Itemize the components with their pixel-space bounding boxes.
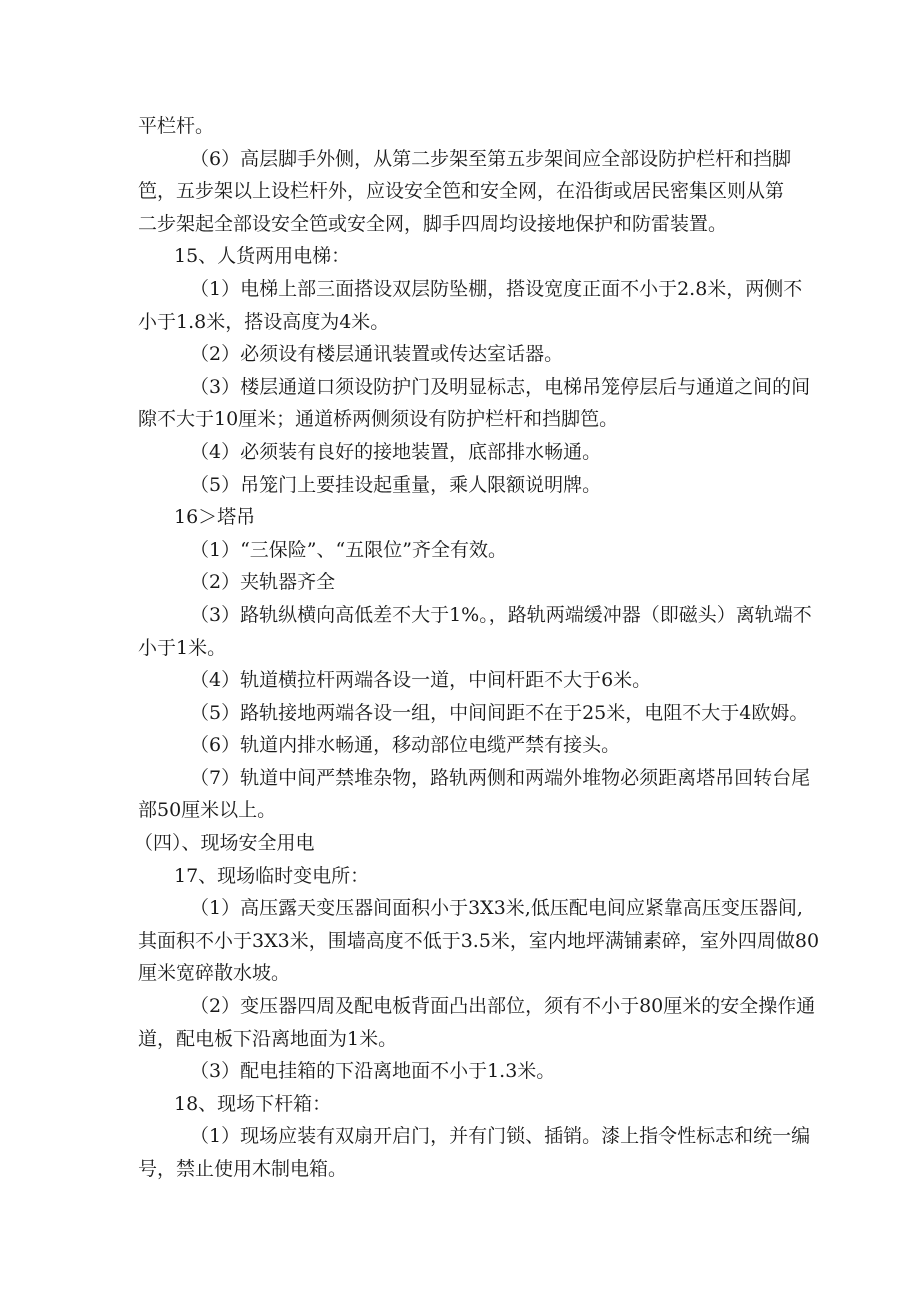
text-line: 15、人货两用电梯： xyxy=(174,245,351,268)
text-line: （7）轨道中间严禁堆杂物，路轨两侧和两端外堆物必须距离塔吊回转台尾 xyxy=(190,766,811,789)
text-line: 小于1米。 xyxy=(138,636,227,659)
document-body xyxy=(134,110,820,1186)
text-line: （四）、现场安全用电 xyxy=(134,832,315,855)
text-line: 二步架起全部设安全笆或安全网，脚手四周均设接地保护和防雷装置。 xyxy=(138,212,728,235)
text-line: （6）轨道内排水畅通，移动部位电缆严禁有接头。 xyxy=(190,734,621,757)
text-line: （4）必须装有良好的接地装置，底部排水畅通。 xyxy=(190,440,602,463)
text-line: 笆，五步架以上设栏杆外，应设安全笆和安全网，在沿街或居民密集区则从第 xyxy=(138,180,785,203)
text-line: （3）楼层通道口须设防护门及明显标志，电梯吊笼停层后与通道之间的间 xyxy=(190,375,811,398)
text-line: 道，配电板下沿离地面为1米。 xyxy=(138,1027,398,1050)
text-line: （5）路轨接地两端各设一组，中间间距不在于25米，电阻不大于4欧姆。 xyxy=(190,701,809,724)
text-line: （3）路轨纵横向高低差不大于1%。，路轨两端缓冲器（即磁头）离轨端不 xyxy=(190,603,812,626)
text-line: （2）夹轨器齐全 xyxy=(190,571,336,594)
text-line: （1）现场应装有双扇开启门，并有门锁、插销。漆上指令性标志和统一编 xyxy=(190,1125,811,1148)
text-line: （1）电梯上部三面搭设双层防坠棚，搭设宽度正面不小于2.8米，两侧不 xyxy=(190,277,803,300)
text-line: （4）轨道横拉杆两端各设一道，中间杆距不大于6米。 xyxy=(190,669,652,692)
text-line: 17、现场临时变电所： xyxy=(174,864,370,887)
text-line: （3）配电挂箱的下沿离地面不小于1.3米。 xyxy=(190,1060,556,1083)
text-line: （1）高压露天变压器间面积小于3X3米,低压配电间应紧靠高压变压器间, xyxy=(190,897,803,920)
text-line: 其面积不小于3X3米，围墙高度不低于3.5米，室内地坪满铺素碎，室外四周做80 xyxy=(138,929,820,952)
text-line: 小于1.8米，搭设高度为4米。 xyxy=(138,310,390,333)
text-line: 号，禁止使用木制电箱。 xyxy=(138,1158,348,1180)
text-line: （2）变压器四周及配电板背面凸出部位，须有不小于80厘米的安全操作通 xyxy=(190,995,816,1018)
text-line: 16＞塔吊 xyxy=(174,506,256,529)
text-line: （5）吊笼门上要挂设起重量，乘人限额说明牌。 xyxy=(190,473,602,496)
text-line: 18、现场下杆箱： xyxy=(174,1092,332,1115)
text-line: 平栏杆。 xyxy=(138,115,215,137)
text-line: 厘米宽碎散水坡。 xyxy=(138,962,291,985)
text-line: （1）“三保险”、“五限位”齐全有效。 xyxy=(190,538,507,561)
text-line: 隙不大于10厘米；通道桥两侧须设有防护栏杆和挡脚笆。 xyxy=(138,408,619,431)
text-line: （6）高层脚手外侧，从第二步架至第五步架间应全部设防护栏杆和挡脚 xyxy=(190,147,792,170)
text-line: （2）必须设有楼层通讯装置或传达室话器。 xyxy=(190,343,564,366)
text-line: 部50厘米以上。 xyxy=(138,799,277,822)
